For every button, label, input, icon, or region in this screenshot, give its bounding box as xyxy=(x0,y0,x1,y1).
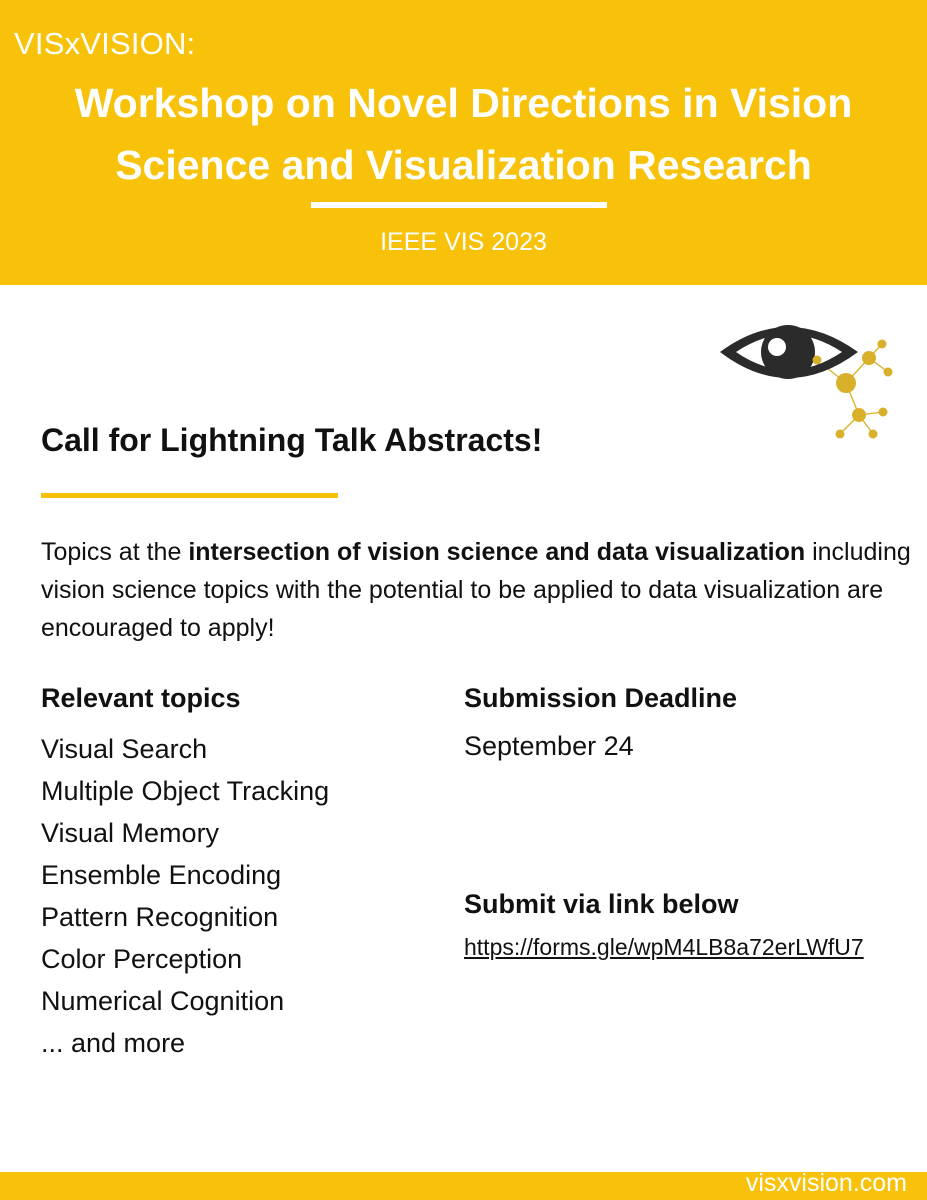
submit-block xyxy=(464,886,864,961)
deadline-heading: Submission Deadline xyxy=(464,683,738,713)
page-title xyxy=(0,72,927,196)
submit-heading: Submit via link below xyxy=(464,889,739,919)
topics-heading: Relevant topics xyxy=(41,683,241,713)
title-divider xyxy=(311,202,607,208)
deadline-date: September 24 xyxy=(464,731,634,761)
eye-iris xyxy=(761,325,815,379)
kicker: VISxVISION: xyxy=(14,26,196,61)
title-line-1: Workshop on Novel Directions in Vision xyxy=(74,80,853,126)
eye-with-network-dots-icon xyxy=(716,312,916,447)
list-item: ... and more xyxy=(41,1028,186,1058)
footer-website: visxvision.com xyxy=(745,1169,907,1197)
list-item: Visual Search xyxy=(41,734,208,764)
intro-emphasis: intersection of vision science and data visualization xyxy=(188,538,806,566)
topic-list xyxy=(41,728,431,1064)
conference-subtitle: IEEE VIS 2023 xyxy=(380,228,547,256)
intro-text-end: including vision science topics with the potential to be applied to data visualization are encouraged to apply! xyxy=(41,538,911,642)
list-item: Visual Memory xyxy=(41,818,220,848)
call-divider xyxy=(41,493,338,498)
list-item: Pattern Recognition xyxy=(41,902,279,932)
eye-highlight xyxy=(768,338,786,356)
list-item: Ensemble Encoding xyxy=(41,860,282,890)
header-banner xyxy=(0,0,927,285)
topics-section xyxy=(41,680,431,1064)
title-line-2: Science and Visualization Research xyxy=(115,142,812,188)
call-heading: Call for Lightning Talk Abstracts! xyxy=(41,422,543,458)
intro-text-start: Topics at the xyxy=(41,538,189,566)
intro-paragraph xyxy=(41,533,911,647)
submission-section xyxy=(464,680,924,960)
footer-bar xyxy=(0,1169,927,1200)
list-item: Multiple Object Tracking xyxy=(41,776,330,806)
list-item: Numerical Cognition xyxy=(41,986,285,1016)
list-item: Color Perception xyxy=(41,944,243,974)
submission-link[interactable]: https://forms.gle/wpM4LB8a72erLWfU7 xyxy=(464,934,864,960)
